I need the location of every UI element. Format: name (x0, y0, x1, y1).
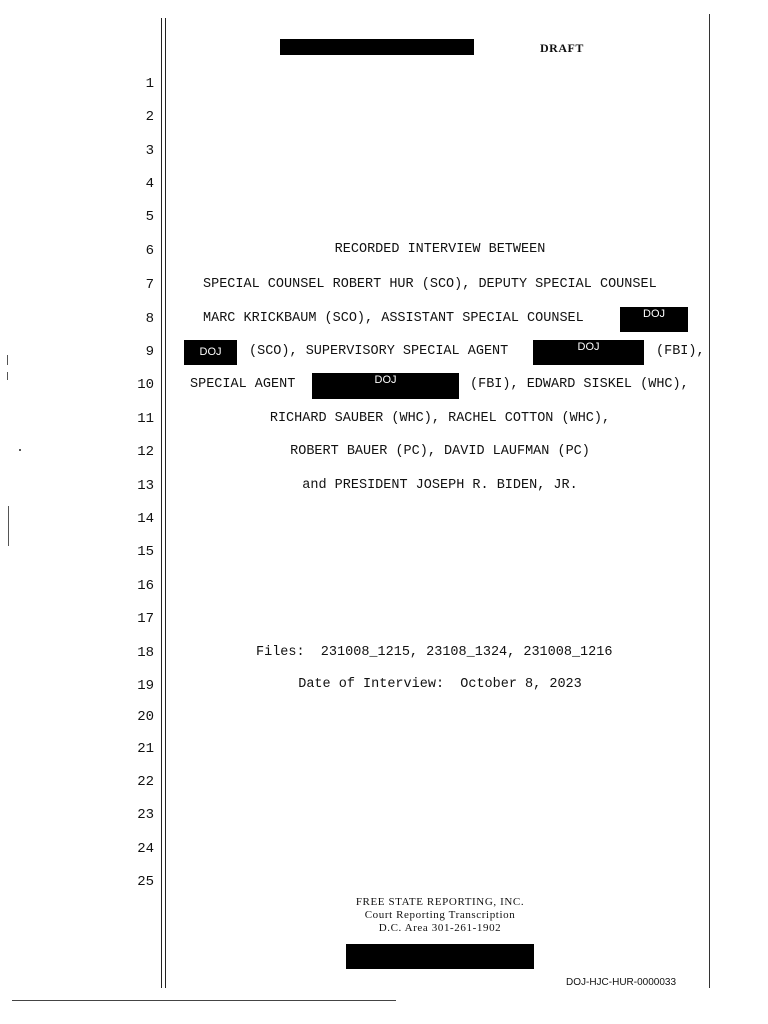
redaction-label: DOJ (577, 341, 600, 353)
redaction-box (533, 340, 644, 365)
title-line-12: ROBERT BAUER (PC), DAVID LAUFMAN (PC) (290, 444, 590, 459)
redaction-label: DOJ (643, 308, 665, 320)
line-number: 10 (137, 377, 154, 393)
right-margin-rule (709, 14, 710, 988)
interview-date: Date of Interview: October 8, 2023 (298, 677, 582, 692)
reporter-company: FREE STATE REPORTING, INC. (355, 896, 525, 908)
title-line-13: and PRESIDENT JOSEPH R. BIDEN, JR. (302, 478, 578, 493)
line-number: 9 (145, 344, 154, 360)
redaction-label: DOJ (374, 374, 397, 386)
redaction-box (620, 307, 688, 332)
line-number: 24 (137, 841, 154, 857)
line-number: 2 (145, 109, 154, 125)
line-number: 7 (145, 277, 154, 293)
line-number: 16 (137, 578, 154, 594)
redaction-label: DOJ (199, 346, 222, 358)
bottom-rule (12, 1000, 396, 1001)
line-number: 20 (137, 709, 154, 725)
title-line-9a: (SCO), SUPERVISORY SPECIAL AGENT (249, 344, 509, 359)
scan-mark (7, 355, 8, 365)
reporter-phone: D.C. Area 301-261-1902 (378, 922, 502, 934)
line-number: 13 (137, 478, 154, 494)
title-line-8: MARC KRICKBAUM (SCO), ASSISTANT SPECIAL COUNSEL (203, 311, 584, 326)
title-line-7: SPECIAL COUNSEL ROBERT HUR (SCO), DEPUTY SPECIAL COUNSEL (203, 277, 657, 292)
scan-mark (7, 372, 8, 380)
line-number: 25 (137, 874, 154, 890)
header-redaction (280, 39, 474, 55)
line-number: 15 (137, 544, 154, 560)
title-line-11: RICHARD SAUBER (WHC), RACHEL COTTON (WHC), (269, 411, 611, 426)
line-number: 1 (145, 76, 154, 92)
line-number: 5 (145, 209, 154, 225)
redaction-box (184, 340, 237, 365)
line-number: 8 (145, 311, 154, 327)
line-number: 3 (145, 143, 154, 159)
title-line-10a: SPECIAL AGENT (190, 377, 296, 392)
line-number: 12 (137, 444, 154, 460)
line-number: 23 (137, 807, 154, 823)
title-line-9b: (FBI), (656, 344, 705, 359)
line-number: 6 (145, 243, 154, 259)
line-number: 19 (137, 678, 154, 694)
line-number: 17 (137, 611, 154, 627)
left-margin-rule (161, 18, 162, 988)
footer-redaction (346, 944, 534, 969)
redaction-box (312, 373, 459, 399)
bates-number: DOJ-HJC-HUR-0000033 (566, 977, 677, 988)
title-line-10b: (FBI), EDWARD SISKEL (WHC), (470, 377, 689, 392)
draft-label: DRAFT (540, 41, 584, 55)
line-number: 14 (137, 511, 154, 527)
line-number: 18 (137, 645, 154, 661)
left-margin-rule-inner (165, 18, 166, 988)
reporter-service: Court Reporting Transcription (364, 909, 516, 921)
files-line: Files: 231008_1215, 23108_1324, 231008_1216 (256, 645, 613, 660)
line-number: 21 (137, 741, 154, 757)
scan-mark (8, 506, 9, 546)
scan-mark (19, 449, 21, 451)
line-number: 4 (145, 176, 154, 192)
line-number: 11 (137, 411, 154, 427)
title-line-6: RECORDED INTERVIEW BETWEEN (334, 242, 546, 257)
line-number: 22 (137, 774, 154, 790)
